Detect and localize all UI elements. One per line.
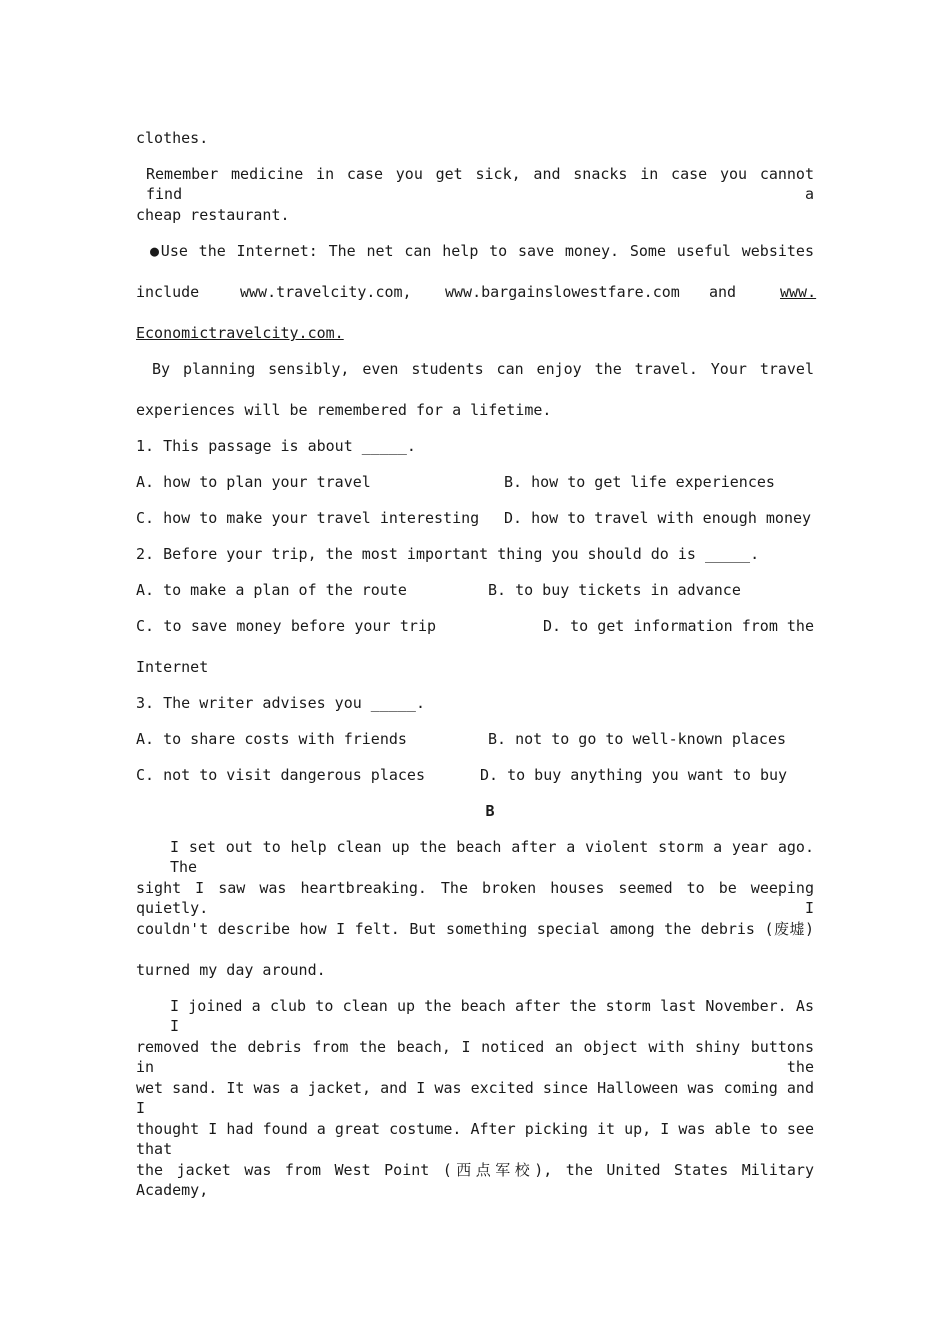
passage-b-p1-line-3: couldn't describe how I felt. But something special among the debris (废墟) <box>136 920 814 938</box>
text-line-planning-1: By planning sensibly, even students can enjoy the travel. Your travel <box>152 360 814 378</box>
text-line-medicine-1: Remember medicine in case you get sick, and snacks in case you cannot find a <box>146 165 814 203</box>
question-3-option-d: D. to buy anything you want to buy <box>480 766 788 784</box>
text-line-planning-2: experiences will be remembered for a lifetime. <box>136 401 552 419</box>
passage-b-p1-line-4: turned my day around. <box>136 961 326 979</box>
passage-b-p1-line-2: sight I saw was heartbreaking. The broken houses seemed to be weeping quietly. I <box>136 879 814 917</box>
passage-b-p1-line-1: I set out to help clean up the beach after a violent storm a year ago. The <box>170 838 814 876</box>
text-include: include <box>136 283 200 301</box>
question-2-stem: 2. Before your trip, the most important thing you should do is _____. <box>136 545 760 563</box>
text-and: and <box>709 283 737 301</box>
question-2-option-c: C. to save money before your trip <box>136 617 436 635</box>
question-2-option-d-continued: Internet <box>136 658 209 676</box>
question-3-option-a: A. to share costs with friends <box>136 730 407 748</box>
website-link-economictravelcity-part1[interactable]: www. <box>780 283 817 301</box>
question-1-option-b: B. how to get life experiences <box>504 473 775 491</box>
question-3-option-b: B. not to go to well-known places <box>488 730 787 748</box>
question-2-option-b: B. to buy tickets in advance <box>488 581 741 599</box>
text-line-medicine-2: cheap restaurant. <box>136 206 290 224</box>
question-3-option-c: C. not to visit dangerous places <box>136 766 425 784</box>
question-1-option-a: A. how to plan your travel <box>136 473 371 491</box>
website-link-economictravelcity-part2[interactable]: Economictravelcity.com. <box>136 324 344 342</box>
passage-b-p2-line-4: thought I had found a great costume. After picking it up, I was able to see that <box>136 1120 814 1158</box>
section-heading-b: B <box>485 802 495 820</box>
question-1-option-c: C. how to make your travel interesting <box>136 509 480 527</box>
text-line-clothes: clothes. <box>136 129 209 147</box>
website-link-bargainslowestfare[interactable]: www.bargainslowestfare.com <box>445 283 680 301</box>
text-line-internet-1: ●Use the Internet: The net can help to save money. Some useful websites <box>150 242 814 260</box>
question-1-stem: 1. This passage is about _____. <box>136 437 416 455</box>
passage-b-p2-line-1: I joined a club to clean up the beach after the storm last November. As I <box>170 997 814 1035</box>
passage-b-p2-line-2: removed the debris from the beach, I noticed an object with shiny buttons in the <box>136 1038 814 1076</box>
passage-b-p2-line-5: the jacket was from West Point (西点军校), the United States Military Academy, <box>136 1161 814 1199</box>
question-2-option-d: D. to get information from the <box>543 617 814 635</box>
passage-b-p2-line-3: wet sand. It was a jacket, and I was excited since Halloween was coming and I <box>136 1079 814 1117</box>
question-3-stem: 3. The writer advises you _____. <box>136 694 425 712</box>
website-link-travelcity[interactable]: www.travelcity.com, <box>240 283 412 301</box>
question-1-option-d: D. how to travel with enough money <box>504 509 812 527</box>
question-2-option-a: A. to make a plan of the route <box>136 581 407 599</box>
